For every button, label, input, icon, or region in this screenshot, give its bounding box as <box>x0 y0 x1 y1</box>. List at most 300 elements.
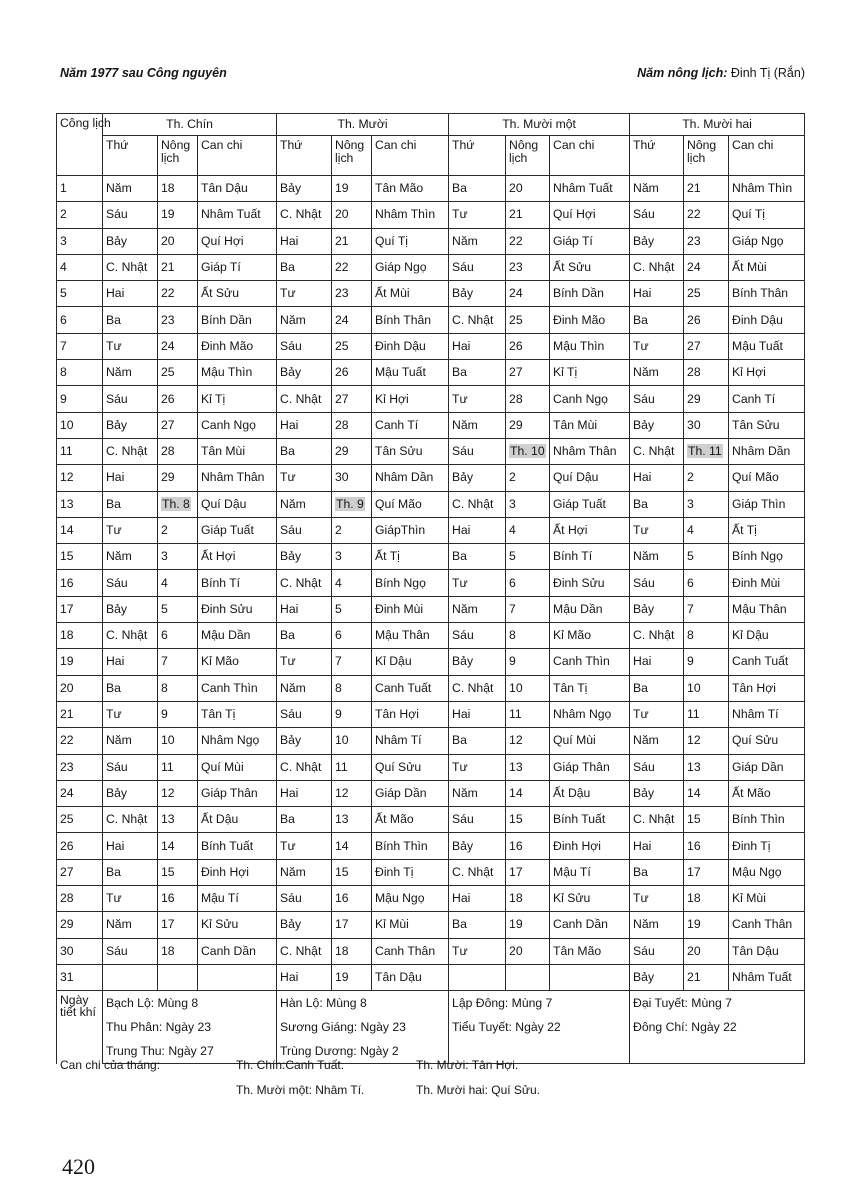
lunar-day-cell: 10 <box>158 728 198 754</box>
weekday-cell: Ba <box>630 675 684 701</box>
lunar-day-cell: 2 <box>332 517 372 543</box>
lunar-day-cell: 11 <box>506 701 550 727</box>
can-chi-cell: Giáp Thìn <box>729 491 805 517</box>
weekday-cell: Năm <box>277 675 332 701</box>
can-chi-cell: Mậu Ngọ <box>372 886 449 912</box>
weekday-cell <box>449 964 506 990</box>
weekday-cell: Sáu <box>103 754 158 780</box>
page-header-right <box>637 66 805 80</box>
can-chi-cell: Kỉ Mùi <box>372 912 449 938</box>
day-cell: 25 <box>57 807 103 833</box>
weekday-cell: Hai <box>103 465 158 491</box>
can-chi-cell: Mậu Thìn <box>550 333 630 359</box>
can-chi-cell: Quí Tị <box>372 228 449 254</box>
table-row <box>57 176 805 202</box>
lunar-day-cell: 16 <box>506 833 550 859</box>
footer-label: Can chi của tháng: <box>60 1058 161 1072</box>
can-chi-cell: Bính Dần <box>198 307 277 333</box>
day-cell: 17 <box>57 596 103 622</box>
table-row <box>57 465 805 491</box>
lunar-day-cell: 21 <box>158 254 198 280</box>
table-row <box>57 964 805 990</box>
can-chi-cell: Tân Mão <box>372 176 449 202</box>
can-chi-cell: Ất Hợi <box>550 517 630 543</box>
weekday-cell: C. Nhật <box>277 202 332 228</box>
day-cell: 12 <box>57 465 103 491</box>
weekday-cell: Sáu <box>449 254 506 280</box>
can-chi-cell: Mậu Thìn <box>198 360 277 386</box>
table-row <box>57 649 805 675</box>
weekday-cell: Tư <box>277 649 332 675</box>
can-chi-cell: Bính Ngọ <box>372 570 449 596</box>
weekday-cell: Tư <box>277 833 332 859</box>
weekday-cell: Tư <box>630 701 684 727</box>
lunar-day-cell: 23 <box>332 281 372 307</box>
weekday-cell: Sáu <box>277 886 332 912</box>
lunar-day-cell: 23 <box>158 307 198 333</box>
table-row <box>57 859 805 885</box>
weekday-cell: Bảy <box>277 360 332 386</box>
lunar-day-cell: 9 <box>506 649 550 675</box>
weekday-cell: Hai <box>449 333 506 359</box>
tiet-khi-row <box>57 1015 805 1039</box>
weekday-cell: Năm <box>103 912 158 938</box>
can-chi-cell: Tân Sửu <box>729 412 805 438</box>
day-cell: 1 <box>57 176 103 202</box>
can-chi-cell: Ất Tị <box>372 544 449 570</box>
lunar-day-cell: 10 <box>506 675 550 701</box>
day-cell: 16 <box>57 570 103 596</box>
table-row <box>57 333 805 359</box>
lunar-day-cell: 26 <box>332 360 372 386</box>
lunar-day-cell: 18 <box>684 886 729 912</box>
lunar-day-cell: 6 <box>506 570 550 596</box>
lunar-day-cell: 26 <box>158 386 198 412</box>
lunar-day-cell: 16 <box>684 833 729 859</box>
can-chi-cell: Canh Dần <box>198 938 277 964</box>
lunar-day-cell: 19 <box>158 202 198 228</box>
weekday-cell: C. Nhật <box>277 570 332 596</box>
can-chi-cell: Canh Dần <box>550 912 630 938</box>
table-row <box>57 596 805 622</box>
lunar-day-cell <box>684 438 729 464</box>
page-number: 420 <box>62 1154 95 1179</box>
lunar-day-cell: 22 <box>506 228 550 254</box>
weekday-cell: Hai <box>277 964 332 990</box>
day-cell: 2 <box>57 202 103 228</box>
month-header: Th. Chín <box>103 114 277 136</box>
lunar-day-cell: 12 <box>332 780 372 806</box>
can-chi-cell: Giáp Dần <box>729 754 805 780</box>
weekday-cell: Tư <box>103 517 158 543</box>
day-cell: 4 <box>57 254 103 280</box>
lunar-day-cell <box>158 491 198 517</box>
weekday-cell: Tư <box>630 886 684 912</box>
weekday-cell: Hai <box>277 228 332 254</box>
can-chi-cell: Quí Mùi <box>550 728 630 754</box>
lunar-day-cell: 19 <box>332 176 372 202</box>
sub-header-nong-lich: Nông lịch <box>158 136 198 176</box>
can-chi-cell: Kỉ Tị <box>198 386 277 412</box>
lunar-day-cell: 18 <box>332 938 372 964</box>
weekday-cell: Bảy <box>449 465 506 491</box>
weekday-cell: Hai <box>630 281 684 307</box>
can-chi-cell: Mậu Ngọ <box>729 859 805 885</box>
lunar-day-cell: 14 <box>332 833 372 859</box>
tiet-khi-cell: Hàn Lộ: Mùng 8 <box>277 991 449 1016</box>
lunar-day-cell: 9 <box>332 701 372 727</box>
weekday-cell: C. Nhật <box>630 623 684 649</box>
weekday-cell: Bảy <box>277 176 332 202</box>
lunar-day-cell: 3 <box>506 491 550 517</box>
can-chi-cell: Canh Ngọ <box>550 386 630 412</box>
weekday-cell: Tư <box>103 886 158 912</box>
can-chi-cell: Đinh Mùi <box>729 570 805 596</box>
can-chi-cell: Mậu Tí <box>198 886 277 912</box>
month-header: Th. Mười hai <box>630 114 805 136</box>
can-chi-cell: Nhâm Tuất <box>198 202 277 228</box>
weekday-cell: C. Nhật <box>277 386 332 412</box>
lunar-day-cell: 19 <box>332 964 372 990</box>
lunar-day-cell: 7 <box>684 596 729 622</box>
can-chi-cell: Giáp Dần <box>372 780 449 806</box>
table-row <box>57 807 805 833</box>
can-chi-cell: Giáp Ngọ <box>372 254 449 280</box>
weekday-cell: Ba <box>630 307 684 333</box>
weekday-cell: Sáu <box>103 386 158 412</box>
can-chi-cell: Đinh Mão <box>550 307 630 333</box>
lunar-day-cell: 5 <box>684 544 729 570</box>
can-chi-cell: Ất Mùi <box>372 281 449 307</box>
can-chi-cell: GiápThìn <box>372 517 449 543</box>
weekday-cell: Ba <box>449 544 506 570</box>
can-chi-cell: Nhâm Ngọ <box>198 728 277 754</box>
lunar-day-cell: 15 <box>332 859 372 885</box>
lunar-day-cell: 23 <box>506 254 550 280</box>
weekday-cell: C. Nhật <box>277 938 332 964</box>
can-chi-cell: Quí Sửu <box>729 728 805 754</box>
can-chi-cell: Canh Tí <box>372 412 449 438</box>
lunar-day-cell: 4 <box>684 517 729 543</box>
day-cell: 27 <box>57 859 103 885</box>
lunar-day-cell: 28 <box>684 360 729 386</box>
weekday-cell: Bảy <box>277 912 332 938</box>
lunar-day-cell: 13 <box>506 754 550 780</box>
can-chi-cell: Nhâm Ngọ <box>550 701 630 727</box>
weekday-cell: Bảy <box>103 412 158 438</box>
lunar-day-cell: 20 <box>332 202 372 228</box>
lunar-day-cell: 18 <box>506 886 550 912</box>
weekday-cell: Ba <box>449 176 506 202</box>
weekday-cell: Bảy <box>103 228 158 254</box>
weekday-cell: C. Nhật <box>449 307 506 333</box>
weekday-cell: Năm <box>103 544 158 570</box>
page-header-left: Năm 1977 sau Công nguyên <box>60 66 227 80</box>
table-row <box>57 833 805 859</box>
can-chi-cell: Tân Tị <box>550 675 630 701</box>
can-chi-cell: Đinh Tị <box>729 833 805 859</box>
lunar-day-cell: 22 <box>158 281 198 307</box>
can-chi-cell: Quí Mùi <box>198 754 277 780</box>
weekday-cell <box>103 964 158 990</box>
weekday-cell: Hai <box>449 701 506 727</box>
weekday-cell: Ba <box>449 360 506 386</box>
can-chi-cell: Kỉ Dậu <box>729 623 805 649</box>
weekday-cell: Sáu <box>449 623 506 649</box>
can-chi-cell: Quí Sửu <box>372 754 449 780</box>
can-chi-cell: Giáp Tuất <box>550 491 630 517</box>
day-cell: 5 <box>57 281 103 307</box>
weekday-cell: C. Nhật <box>103 807 158 833</box>
lunar-day-cell: 25 <box>684 281 729 307</box>
lunar-day-cell: 6 <box>684 570 729 596</box>
can-chi-cell: Bính Ngọ <box>729 544 805 570</box>
can-chi-cell: Tân Sửu <box>372 438 449 464</box>
lunar-day-cell: 30 <box>684 412 729 438</box>
weekday-cell: Ba <box>103 307 158 333</box>
lunar-day-cell: 13 <box>332 807 372 833</box>
can-chi-cell: Ất Dậu <box>198 807 277 833</box>
weekday-cell: C. Nhật <box>630 807 684 833</box>
lunar-day-cell: 11 <box>158 754 198 780</box>
can-chi-cell: Quí Hợi <box>198 228 277 254</box>
can-chi-cell: Ất Sửu <box>550 254 630 280</box>
can-chi-cell: Canh Ngọ <box>198 412 277 438</box>
can-chi-cell: Ất Mão <box>372 807 449 833</box>
weekday-cell: Năm <box>630 544 684 570</box>
weekday-cell: Sáu <box>630 570 684 596</box>
lunar-day-cell: 5 <box>506 544 550 570</box>
lunar-day-cell: 12 <box>684 728 729 754</box>
weekday-cell: Ba <box>630 859 684 885</box>
weekday-cell: Sáu <box>103 938 158 964</box>
lunar-day-cell: 27 <box>684 333 729 359</box>
weekday-cell: C. Nhật <box>630 438 684 464</box>
lunar-day-cell: 18 <box>158 176 198 202</box>
can-chi-cell: Giáp Thân <box>198 780 277 806</box>
calendar-table <box>56 113 805 1064</box>
weekday-cell: Ba <box>103 859 158 885</box>
can-chi-cell: Bính Thân <box>372 307 449 333</box>
weekday-cell: Ba <box>449 912 506 938</box>
can-chi-cell: Đinh Hợi <box>198 859 277 885</box>
can-chi-cell: Ất Sửu <box>198 281 277 307</box>
lunar-day-cell: 5 <box>158 596 198 622</box>
weekday-cell: Tư <box>449 386 506 412</box>
lunar-day-cell: 20 <box>506 938 550 964</box>
lunar-day-cell: 25 <box>332 333 372 359</box>
lunar-day-cell: 26 <box>506 333 550 359</box>
lunar-month-start-badge: Th. 11 <box>688 444 722 459</box>
tiet-khi-cell: Thu Phân: Ngày 23 <box>103 1015 277 1039</box>
lunar-day-cell: 18 <box>158 938 198 964</box>
table-row <box>57 886 805 912</box>
weekday-cell: Sáu <box>277 333 332 359</box>
can-chi-cell: Quí Tị <box>729 202 805 228</box>
tiet-khi-cell <box>630 1039 805 1064</box>
lunar-day-cell: 28 <box>332 412 372 438</box>
month-header: Th. Mười <box>277 114 449 136</box>
lunar-day-cell: 12 <box>506 728 550 754</box>
day-cell: 10 <box>57 412 103 438</box>
table-row <box>57 780 805 806</box>
sub-header-can-chi: Can chi <box>198 136 277 176</box>
lunar-day-cell: 2 <box>684 465 729 491</box>
weekday-cell: C. Nhật <box>449 491 506 517</box>
lunar-day-cell: 12 <box>158 780 198 806</box>
lunar-day-cell: 25 <box>158 360 198 386</box>
weekday-cell: Năm <box>449 596 506 622</box>
table-row <box>57 228 805 254</box>
tiet-khi-cell: Đại Tuyết: Mùng 7 <box>630 991 805 1016</box>
tiet-khi-label: Ngày tiết khí <box>57 991 103 1064</box>
weekday-cell: C. Nhật <box>277 754 332 780</box>
weekday-cell: Ba <box>630 491 684 517</box>
can-chi-cell: Nhâm Tí <box>729 701 805 727</box>
can-chi-cell: Canh Tuất <box>729 649 805 675</box>
lunar-year-label: Năm nông lịch: <box>637 66 728 80</box>
day-cell: 21 <box>57 701 103 727</box>
can-chi-cell: Quí Dậu <box>198 491 277 517</box>
can-chi-cell: Tân Mùi <box>198 438 277 464</box>
lunar-day-cell: 7 <box>506 596 550 622</box>
weekday-cell: Sáu <box>277 701 332 727</box>
weekday-cell: Ba <box>277 623 332 649</box>
lunar-day-cell: 27 <box>332 386 372 412</box>
lunar-day-cell: 24 <box>332 307 372 333</box>
weekday-cell: Năm <box>277 307 332 333</box>
weekday-cell: Năm <box>277 491 332 517</box>
lunar-month-start-badge: Th. 10 <box>510 444 545 459</box>
can-chi-cell: Nhâm Thân <box>198 465 277 491</box>
can-chi-cell: Nhâm Thìn <box>729 176 805 202</box>
lunar-day-cell: 4 <box>506 517 550 543</box>
weekday-cell: Bảy <box>630 412 684 438</box>
weekday-cell: Tư <box>449 754 506 780</box>
lunar-day-cell: 15 <box>506 807 550 833</box>
weekday-cell: Tư <box>277 465 332 491</box>
can-chi-cell: Canh Thìn <box>550 649 630 675</box>
weekday-cell: Ba <box>277 438 332 464</box>
weekday-cell: Bảy <box>449 281 506 307</box>
lunar-day-cell: 20 <box>684 938 729 964</box>
weekday-cell: Tư <box>449 570 506 596</box>
can-chi-cell: Ất Mùi <box>729 254 805 280</box>
weekday-cell: Hai <box>103 281 158 307</box>
can-chi-cell: Kỉ Tị <box>550 360 630 386</box>
footer-th-muoi-mot: Th. Mười một: Nhâm Tí. <box>236 1083 365 1097</box>
can-chi-cell: Kỉ Hợi <box>729 360 805 386</box>
weekday-cell: Hai <box>103 649 158 675</box>
tiet-khi-cell: Trung Thu: Ngày 27 <box>103 1039 277 1064</box>
lunar-day-cell: 20 <box>158 228 198 254</box>
weekday-cell: Hai <box>277 412 332 438</box>
weekday-cell: Tư <box>449 202 506 228</box>
weekday-cell: Ba <box>103 675 158 701</box>
footer-th-muoi-hai: Th. Mười hai: Quí Sửu. <box>416 1083 540 1097</box>
can-chi-cell: Kỉ Mùi <box>729 886 805 912</box>
weekday-cell: Tư <box>630 517 684 543</box>
can-chi-cell: Giáp Tí <box>550 228 630 254</box>
day-cell: 29 <box>57 912 103 938</box>
weekday-cell: Tư <box>103 701 158 727</box>
lunar-day-cell: 29 <box>158 465 198 491</box>
lunar-day-cell: 8 <box>506 623 550 649</box>
day-cell: 8 <box>57 360 103 386</box>
weekday-cell: Tư <box>630 333 684 359</box>
day-cell: 15 <box>57 544 103 570</box>
lunar-day-cell: 6 <box>332 623 372 649</box>
table-row <box>57 938 805 964</box>
sub-header-row <box>57 136 805 176</box>
table-row <box>57 675 805 701</box>
weekday-cell: Sáu <box>630 938 684 964</box>
weekday-cell: C. Nhật <box>103 438 158 464</box>
can-chi-cell: Giáp Ngọ <box>729 228 805 254</box>
lunar-day-cell: 5 <box>332 596 372 622</box>
weekday-cell: Tư <box>277 281 332 307</box>
sub-header-thu: Thứ <box>277 136 332 176</box>
weekday-cell: Sáu <box>449 438 506 464</box>
can-chi-cell: Tân Tị <box>198 701 277 727</box>
can-chi-cell: Mậu Tí <box>550 859 630 885</box>
can-chi-cell: Kỉ Hợi <box>372 386 449 412</box>
lunar-day-cell: 8 <box>684 623 729 649</box>
day-cell: 31 <box>57 964 103 990</box>
can-chi-cell: Quí Mão <box>729 465 805 491</box>
tiet-khi-cell: Bạch Lộ: Mùng 8 <box>103 991 277 1016</box>
can-chi-cell: Đinh Hợi <box>550 833 630 859</box>
lunar-day-cell: 14 <box>684 780 729 806</box>
can-chi-cell: Bính Thân <box>729 281 805 307</box>
can-chi-cell: Mậu Thân <box>372 623 449 649</box>
weekday-cell: Sáu <box>630 202 684 228</box>
can-chi-cell: Kỉ Sửu <box>198 912 277 938</box>
weekday-cell: Năm <box>449 228 506 254</box>
sub-header-can-chi: Can chi <box>372 136 449 176</box>
can-chi-cell: Ất Hợi <box>198 544 277 570</box>
lunar-day-cell: 20 <box>506 176 550 202</box>
weekday-cell: Hai <box>630 649 684 675</box>
can-chi-cell: Canh Thân <box>372 938 449 964</box>
can-chi-cell: Kỉ Mão <box>550 623 630 649</box>
tiet-khi-cell: Trùng Dương: Ngày 2 <box>277 1039 449 1064</box>
lunar-day-cell: 16 <box>158 886 198 912</box>
footer-th-muoi: Th. Mười: Tân Hợi. <box>416 1058 519 1072</box>
table-row <box>57 386 805 412</box>
table-row <box>57 544 805 570</box>
weekday-cell: Hai <box>449 517 506 543</box>
can-chi-cell: Tân Dậu <box>372 964 449 990</box>
can-chi-cell: Đinh Dậu <box>729 307 805 333</box>
lunar-day-cell: 6 <box>158 623 198 649</box>
lunar-day-cell: 24 <box>506 281 550 307</box>
weekday-cell: Bảy <box>277 544 332 570</box>
day-cell: 9 <box>57 386 103 412</box>
lunar-day-cell: 13 <box>684 754 729 780</box>
lunar-day-cell: 26 <box>684 307 729 333</box>
day-cell: 26 <box>57 833 103 859</box>
can-chi-cell: Tân Hợi <box>729 675 805 701</box>
can-chi-cell: Canh Thìn <box>198 675 277 701</box>
weekday-cell: Hai <box>103 833 158 859</box>
can-chi-cell: Tân Mão <box>550 938 630 964</box>
lunar-day-cell: 9 <box>684 649 729 675</box>
can-chi-cell: Đinh Tị <box>372 859 449 885</box>
lunar-day-cell: 7 <box>332 649 372 675</box>
can-chi-cell: Đinh Sửu <box>550 570 630 596</box>
weekday-cell: Bảy <box>103 596 158 622</box>
